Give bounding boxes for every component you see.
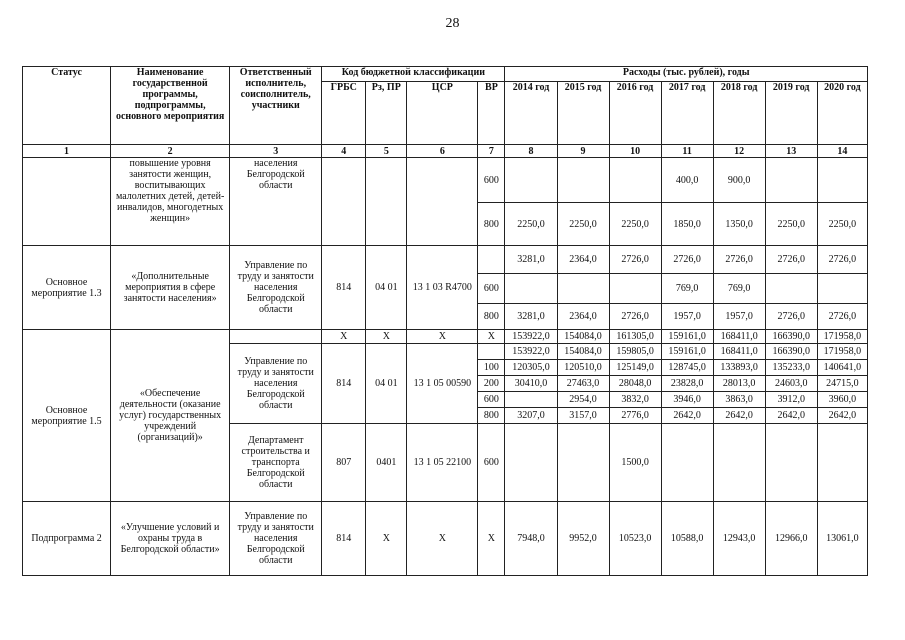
value-cell: 28048,0 [609, 376, 661, 392]
value-cell: 171958,0 [817, 330, 867, 344]
column-number: 5 [366, 145, 407, 158]
header-expenses: Расходы (тыс. рублей), годы [505, 67, 868, 82]
value-cell: 161305,0 [609, 330, 661, 344]
grbs-cell: Х [322, 330, 366, 344]
value-cell: 900,0 [713, 158, 765, 203]
value-cell: 13061,0 [817, 502, 867, 576]
value-cell: 2642,0 [713, 408, 765, 424]
grbs-cell: 814 [322, 246, 366, 330]
value-cell: 3863,0 [713, 392, 765, 408]
column-number: 14 [817, 145, 867, 158]
header-csr: ЦСР [407, 82, 478, 145]
value-cell: 7948,0 [505, 502, 557, 576]
column-number: 2 [111, 145, 230, 158]
value-cell: 2954,0 [557, 392, 609, 408]
value-cell: 2726,0 [713, 246, 765, 274]
page-number: 28 [445, 16, 460, 31]
column-number: 4 [322, 145, 366, 158]
value-cell: 12966,0 [765, 502, 817, 576]
rzpr-cell: 04 01 [366, 344, 407, 424]
value-cell: 2726,0 [817, 246, 867, 274]
value-cell: 159161,0 [661, 344, 713, 360]
grbs-cell: 814 [322, 344, 366, 424]
header-grbs: ГРБС [322, 82, 366, 145]
value-cell [661, 424, 713, 502]
row-responsible: Управление по труду и занятости населения Белгородской области [230, 502, 322, 576]
csr-cell: 13 1 05 00590 [407, 344, 478, 424]
value-cell [505, 158, 557, 203]
value-cell: 133893,0 [713, 360, 765, 376]
value-cell: 3960,0 [817, 392, 867, 408]
header-year: 2020 год [817, 82, 867, 145]
value-cell: 769,0 [661, 274, 713, 304]
value-cell: 3281,0 [505, 246, 557, 274]
value-cell [557, 274, 609, 304]
row-status: Подпрограмма 2 [23, 502, 111, 576]
value-cell [557, 158, 609, 203]
value-cell: 125149,0 [609, 360, 661, 376]
grbs-cell: 814 [322, 502, 366, 576]
column-number: 9 [557, 145, 609, 158]
column-number: 12 [713, 145, 765, 158]
value-cell [505, 392, 557, 408]
value-cell: 166390,0 [765, 330, 817, 344]
value-cell: 1500,0 [609, 424, 661, 502]
column-number: 1 [23, 145, 111, 158]
csr-cell: 13 1 03 R4700 [407, 246, 478, 330]
value-cell: 1850,0 [661, 203, 713, 246]
header-rzpr: Рз, ПР [366, 82, 407, 145]
vr-cell [478, 344, 505, 360]
vr-cell: 800 [478, 408, 505, 424]
value-cell: 2250,0 [817, 203, 867, 246]
table-row [23, 330, 868, 344]
value-cell [505, 424, 557, 502]
vr-cell [478, 246, 505, 274]
row-responsible: Управление по труду и занятости населения Белгородской области [230, 344, 322, 424]
column-number: 6 [407, 145, 478, 158]
header-year: 2015 год [557, 82, 609, 145]
value-cell: 2776,0 [609, 408, 661, 424]
value-cell [765, 274, 817, 304]
grbs-cell: 807 [322, 424, 366, 502]
value-cell: 28013,0 [713, 376, 765, 392]
value-cell: 171958,0 [817, 344, 867, 360]
row-responsible: населения Белгородской области [230, 158, 322, 246]
value-cell [609, 158, 661, 203]
value-cell: 2250,0 [765, 203, 817, 246]
vr-cell: 800 [478, 203, 505, 246]
value-cell: 120305,0 [505, 360, 557, 376]
header-year: 2018 год [713, 82, 765, 145]
value-cell: 10588,0 [661, 502, 713, 576]
row-name: «Дополнительные мероприятия в сфере занятости населения» [111, 246, 230, 330]
value-cell: 2726,0 [765, 246, 817, 274]
rzpr-cell: Х [366, 330, 407, 344]
vr-cell: 800 [478, 304, 505, 330]
table-row [23, 158, 868, 203]
value-cell: 2726,0 [765, 304, 817, 330]
value-cell: 10523,0 [609, 502, 661, 576]
column-number: 11 [661, 145, 713, 158]
value-cell: 1350,0 [713, 203, 765, 246]
value-cell [817, 424, 867, 502]
value-cell: 3832,0 [609, 392, 661, 408]
value-cell: 3157,0 [557, 408, 609, 424]
header-kbk: Код бюджетной классификации [322, 67, 505, 82]
value-cell: 168411,0 [713, 330, 765, 344]
vr-cell: Х [478, 330, 505, 344]
value-cell: 24715,0 [817, 376, 867, 392]
value-cell: 3207,0 [505, 408, 557, 424]
value-cell [557, 424, 609, 502]
value-cell: 2726,0 [609, 304, 661, 330]
value-cell: 400,0 [661, 158, 713, 203]
value-cell: 2250,0 [505, 203, 557, 246]
csr-cell: Х [407, 330, 478, 344]
row-name: «Обеспечение деятельности (оказание услуг) государственных учреждений (организаций)» [111, 330, 230, 502]
header-year: 2014 год [505, 82, 557, 145]
column-number: 13 [765, 145, 817, 158]
value-cell: 769,0 [713, 274, 765, 304]
vr-cell: 200 [478, 376, 505, 392]
value-cell: 153922,0 [505, 330, 557, 344]
column-number: 3 [230, 145, 322, 158]
value-cell: 159161,0 [661, 330, 713, 344]
column-numbers-row [23, 145, 868, 158]
row-status: Основное мероприятие 1.3 [23, 246, 111, 330]
value-cell: 27463,0 [557, 376, 609, 392]
value-cell [817, 158, 867, 203]
header-year: 2017 год [661, 82, 713, 145]
value-cell [765, 158, 817, 203]
value-cell: 23828,0 [661, 376, 713, 392]
value-cell: 168411,0 [713, 344, 765, 360]
vr-cell: 600 [478, 274, 505, 304]
row-responsible: Управление по труду и занятости населения Белгородской области [230, 246, 322, 330]
value-cell: 153922,0 [505, 344, 557, 360]
value-cell: 2726,0 [661, 246, 713, 274]
vr-cell: 600 [478, 392, 505, 408]
value-cell: 2364,0 [557, 246, 609, 274]
vr-cell: 100 [478, 360, 505, 376]
value-cell: 2642,0 [661, 408, 713, 424]
value-cell [713, 424, 765, 502]
table-row [23, 502, 868, 576]
value-cell: 3912,0 [765, 392, 817, 408]
vr-cell: Х [478, 502, 505, 576]
vr-cell: 600 [478, 158, 505, 203]
value-cell: 3281,0 [505, 304, 557, 330]
value-cell [765, 424, 817, 502]
value-cell: 2642,0 [765, 408, 817, 424]
header-name: Наименование государственной программы, подпрограммы, основного мероприятия [111, 67, 230, 145]
value-cell: 2726,0 [817, 304, 867, 330]
table-row [23, 246, 868, 274]
value-cell: 3946,0 [661, 392, 713, 408]
vr-cell: 600 [478, 424, 505, 502]
rzpr-cell: 04 01 [366, 246, 407, 330]
value-cell: 120510,0 [557, 360, 609, 376]
header-status: Статус [23, 67, 111, 145]
column-number: 10 [609, 145, 661, 158]
value-cell: 2250,0 [609, 203, 661, 246]
value-cell: 154084,0 [557, 344, 609, 360]
value-cell: 140641,0 [817, 360, 867, 376]
header-vr: ВР [478, 82, 505, 145]
csr-cell: 13 1 05 22100 [407, 424, 478, 502]
budget-table [22, 66, 868, 576]
rzpr-cell: 0401 [366, 424, 407, 502]
value-cell: 2726,0 [609, 246, 661, 274]
rzpr-cell: Х [366, 502, 407, 576]
value-cell [817, 274, 867, 304]
value-cell [609, 274, 661, 304]
value-cell: 12943,0 [713, 502, 765, 576]
value-cell: 159805,0 [609, 344, 661, 360]
value-cell: 1957,0 [661, 304, 713, 330]
value-cell [505, 274, 557, 304]
value-cell: 1957,0 [713, 304, 765, 330]
value-cell: 30410,0 [505, 376, 557, 392]
column-number: 7 [478, 145, 505, 158]
value-cell: 2250,0 [557, 203, 609, 246]
column-number: 8 [505, 145, 557, 158]
header-year: 2019 год [765, 82, 817, 145]
value-cell: 128745,0 [661, 360, 713, 376]
value-cell: 24603,0 [765, 376, 817, 392]
value-cell: 9952,0 [557, 502, 609, 576]
value-cell: 166390,0 [765, 344, 817, 360]
csr-cell: Х [407, 502, 478, 576]
value-cell: 2642,0 [817, 408, 867, 424]
row-status: Основное мероприятие 1.5 [23, 330, 111, 502]
value-cell: 135233,0 [765, 360, 817, 376]
value-cell: 154084,0 [557, 330, 609, 344]
row-name: повышение уровня занятости женщин, воспитывающих малолетних детей, детей-инвалидов, многодетных женщин» [111, 158, 230, 246]
value-cell: 2364,0 [557, 304, 609, 330]
header-responsible: Ответственный исполнитель, соисполнитель, участники [230, 67, 322, 145]
row-responsible: Департамент строительства и транспорта Белгородской области [230, 424, 322, 502]
header-year: 2016 год [609, 82, 661, 145]
row-name: «Улучшение условий и охраны труда в Белгородской области» [111, 502, 230, 576]
